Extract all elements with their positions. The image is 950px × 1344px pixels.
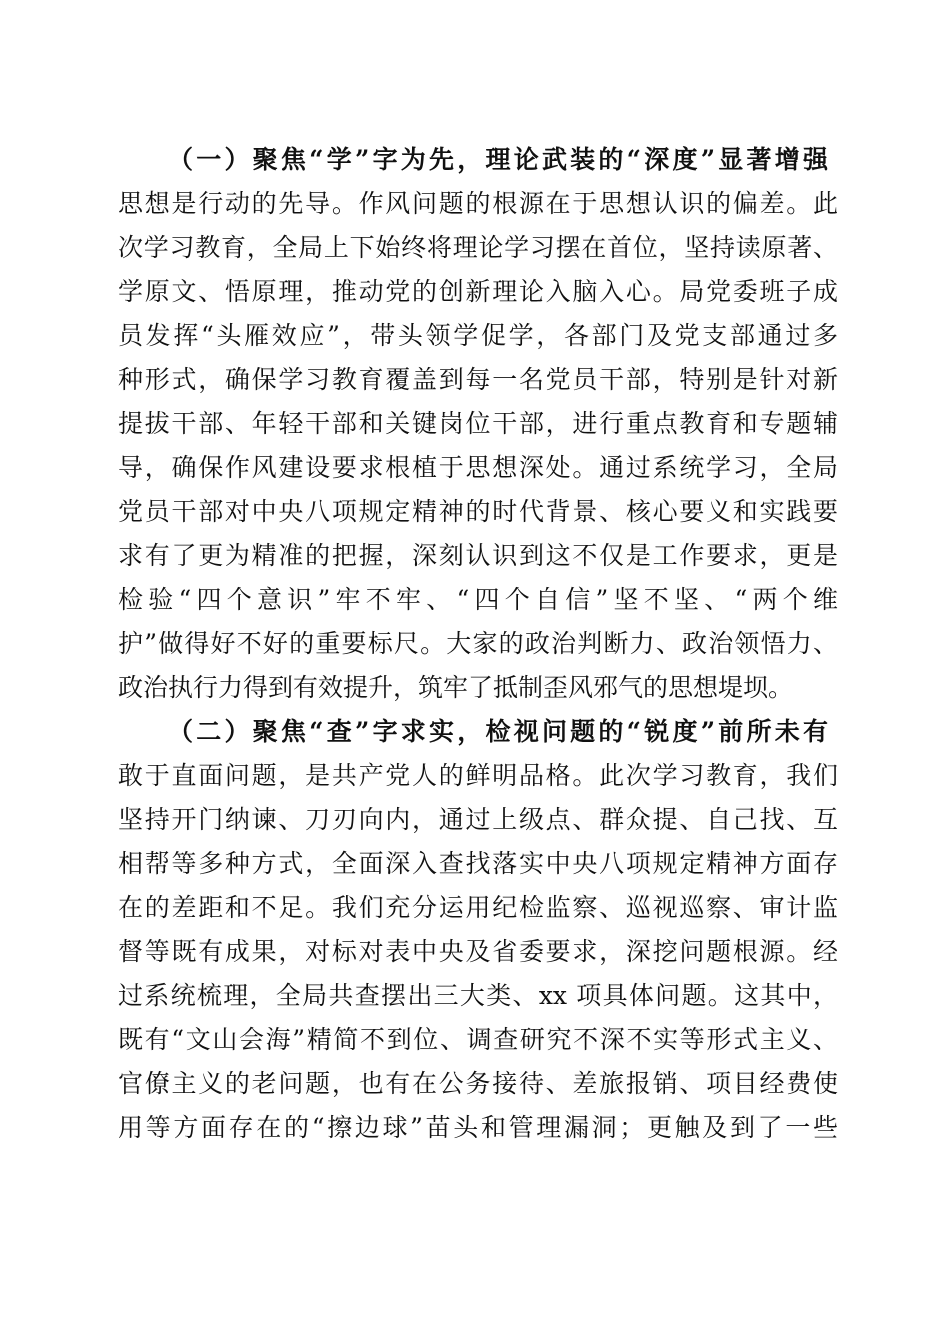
- section-1-line: 学原文、悟原理，推动党的创新理论入脑入心。局党委班子成: [118, 277, 838, 306]
- section-1-heading: （一）聚焦“学”字为先，理论武装的“深度”显著增强: [168, 145, 828, 174]
- section-2-line: 坚持开门纳谏、刀刃向内，通过上级点、群众提、自己找、互: [118, 805, 838, 834]
- section-2-line: 在的差距和不足。我们充分运用纪检监察、巡视巡察、审计监: [118, 893, 838, 922]
- section-1-line: 检验“四个意识”牢不牢、“四个自信”坚不坚、“两个维: [118, 585, 838, 614]
- section-2-line: 敢于直面问题，是共产党人的鲜明品格。此次学习教育，我们: [118, 761, 838, 790]
- section-2-line: 用等方面存在的“擦边球”苗头和管理漏洞；更触及到了一些: [118, 1113, 838, 1142]
- section-2-line: 督等既有成果，对标对表中央及省委要求，深挖问题根源。经: [118, 937, 838, 966]
- section-1-line: 思想是行动的先导。作风问题的根源在于思想认识的偏差。此: [118, 189, 838, 218]
- section-2-heading: （二）聚焦“查”字求实，检视问题的“锐度”前所未有: [168, 717, 828, 746]
- section-2-line: 官僚主义的老问题，也有在公务接待、差旅报销、项目经费使: [118, 1069, 838, 1098]
- section-1-line: 提拔干部、年轻干部和关键岗位干部，进行重点教育和专题辅: [118, 409, 838, 438]
- section-1-line: 种形式，确保学习教育覆盖到每一名党员干部，特别是针对新: [118, 365, 838, 394]
- section-2-line: 相帮等多种方式，全面深入查找落实中央八项规定精神方面存: [118, 849, 838, 878]
- section-1-line: 求有了更为精准的把握，深刻认识到这不仅是工作要求，更是: [118, 541, 838, 570]
- section-1-line: 护”做得好不好的重要标尺。大家的政治判断力、政治领悟力、: [118, 629, 838, 658]
- section-1-line: 次学习教育，全局上下始终将理论学习摆在首位，坚持读原著、: [118, 233, 838, 262]
- section-2-line: 既有“文山会海”精简不到位、调查研究不深不实等形式主义、: [118, 1025, 838, 1054]
- section-1-line: 党员干部对中央八项规定精神的时代背景、核心要义和实践要: [118, 497, 838, 526]
- section-1-line: 导，确保作风建设要求根植于思想深处。通过系统学习，全局: [118, 453, 838, 482]
- section-2-line: 过系统梳理，全局共查摆出三大类、xx 项具体问题。这其中，: [118, 981, 838, 1010]
- section-1-line: 员发挥“头雁效应”，带头领学促学，各部门及党支部通过多: [118, 321, 838, 350]
- section-1-line: 政治执行力得到有效提升，筑牢了抵制歪风邪气的思想堤坝。: [118, 673, 794, 702]
